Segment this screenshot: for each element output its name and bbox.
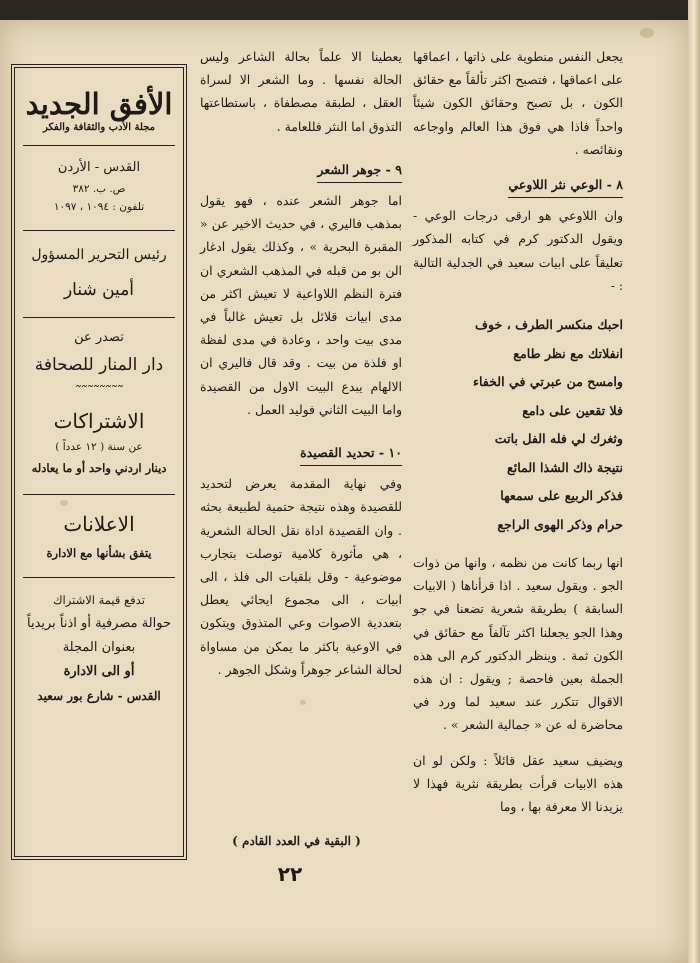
paragraph: انها ربما كانت من نظمه ، وانها من ذوات الجو . ويقول سعيد . اذا قرأناها ( الابيات السابقة ) بطريقة شعرية تضعنا في جو وهذا الجو يجعلنا اكثر تآلفاً مع حقائق في الكون ثمة . وينظر الدكتور كرم الى هذه الجملة بعين فاحصة ; ويقول : ان هذه الاقوال تتكرر عند سعيد لما ورد في محاضرة له عن « جمالية الشعر » .	[413, 555, 623, 733]
subscriptions-period: عن سنة ( ١٢ عدداً )	[55, 441, 143, 453]
section-heading-9: ٩ - جوهر الشعر	[317, 158, 402, 183]
poem-line: فلا تقعين على دامع	[522, 402, 623, 418]
poem-block	[413, 311, 623, 539]
phone-line: تلفون : ١٠٩٤ ، ١٠٩٧	[53, 201, 145, 213]
right-text-column	[413, 45, 623, 818]
paragraph: يجعل النفس منطوية على ذاتها ، اعماقها على اعماقها ، فتصبح اكثر تألقاً مع حقائق الكون ، بل تصبح وحقائق الكون شيئاً واحداً فاذا هي فوق هذا العالم واوجاعه ونقائصه .	[413, 49, 623, 157]
subscriptions-title: الاشتراكات	[53, 409, 145, 433]
ads-title: الاعلانات	[63, 512, 135, 536]
publisher-label: تصدر عن	[74, 330, 124, 345]
paragraph: يعطينا الا علماً بحالة الشاعر وليس الحالة نفسها . وما الشعر الا لسراة العقل ، لطبقة مصطفاة ، باستطاعتها التذوق اما النثر فللعامة .	[200, 49, 402, 134]
continued-note: ( البقية في العدد القادم )	[232, 834, 361, 848]
editor-name: أمين شنار	[63, 280, 135, 300]
payment-line: أو الى الادارة	[63, 664, 135, 679]
poem-line: انفلاتك مع نظر طامع	[513, 345, 623, 361]
publisher-name: دار المنار للصحافة	[34, 355, 164, 375]
divider-line	[23, 494, 175, 495]
poem-line: وثغرك لي فله الفل باتت	[494, 431, 623, 447]
divider-line	[23, 145, 175, 146]
paragraph: ويضيف سعيد عقل قائلاً : ولكن لو ان هذه الابيات قرأت بطريقة نثرية فهذا لا يزيدنا الا معرفة بها ، وما	[413, 752, 623, 815]
pobox-line: ص. ب. ٣٨٢	[72, 183, 126, 195]
paragraph: وفي نهاية المقدمة يعرض لتحديد للقصيدة وهذه نتيجة حتمية لطبيعة بحثه . وان القصيدة اداة نقل الحالة الشعرية ، هي مأثورة كلامية توصلت بتجارب موضوعية - وقل بلقيات الى فلذ ، الى ابيات ، الى مجموع ايحائي يعطل بتعددية الاصوات وعي المتذوق ويتكون في الاوعية باكثر ما يمكن من مساواة لحالة الشاعر جوهراً وشكل الجوهر .	[200, 476, 402, 677]
paper-stain	[300, 700, 306, 705]
paragraph: اما جوهر الشعر عنده ، فهو يقول بمذهب فاليري ، في حديث الاخير عن « المقبرة البحرية » ، وكذلك يقول ادغار الن بو من قبله في المذهب الشعري ان فترة النظم اللاواعية لا تعيش اكثر من مدى ابيات قلائل بل تعيش غالباً في مدى بيت واحد ، وعادة في مدى لفظة او فلذة من بيت . وقد قال فاليري ان الالهام يبدع البيت الاول من القصيدة واما البيت الثاني فوليد العمل .	[200, 193, 402, 417]
payment-line: تدفع قيمة الاشتراك	[53, 593, 145, 607]
editor-label: رئيس التحرير المسؤول	[31, 247, 167, 263]
page-number: ٢٢	[277, 862, 303, 886]
page-edge	[688, 0, 700, 963]
poem-line: نتيجة ذاك الشذا المائع	[507, 459, 623, 475]
section-heading-8: ٨ - الوعي نثر اللاوعي	[508, 173, 623, 198]
magazine-subtitle: مجلة الأدب والثقافة والفكر	[43, 122, 155, 133]
masthead-box	[14, 67, 184, 857]
paragraph: وان اللاوعي هو ارقى درجات الوعي - ويقول الدكتور كرم في كتابه المذكور تعليقاً على ابيات سعيد في الجدلية التالية : -	[413, 208, 623, 293]
divider-line	[23, 577, 175, 578]
section-heading-10: ١٠ - تحديد القصيدة	[300, 441, 402, 466]
divider-line	[23, 230, 175, 231]
payment-line: بعنوان المجلة	[62, 640, 136, 655]
middle-text-column	[200, 45, 402, 681]
payment-line: حوالة مصرفية أو اذناً بريدياً	[26, 616, 172, 631]
poem-line: احبك منكسر الطرف ، خوف	[474, 317, 623, 333]
poem-line: حرام وذكر الهوى الراجع	[497, 516, 623, 532]
paper-stain	[640, 28, 654, 38]
subscriptions-price: دينار اردني واحد أو ما يعادله	[31, 461, 167, 475]
divider-line	[23, 317, 175, 318]
wavy-divider: ˜˜˜˜˜˜˜˜	[75, 384, 123, 400]
magazine-logo: الأفق الجديد	[25, 87, 173, 121]
city-line: القدس - الأردن	[57, 160, 141, 175]
ads-note: يتفق بشأنها مع الادارة	[46, 546, 152, 560]
poem-line: وامسح من عبرتي في الخفاء	[473, 374, 623, 390]
poem-line: فذكر الربيع على سمعها	[500, 488, 623, 504]
payment-address: القدس - شارع بور سعيد	[37, 689, 161, 703]
